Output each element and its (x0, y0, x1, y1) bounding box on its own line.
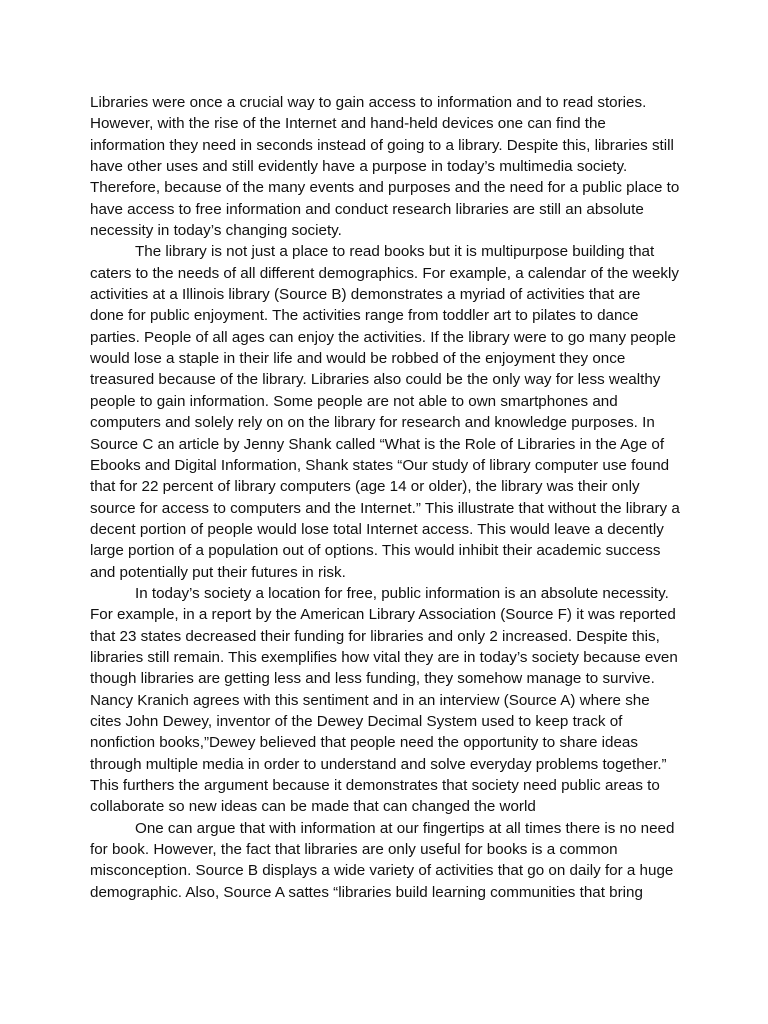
text-line: Ebooks and Digital Information, Shank states “Our study of library computer use found (90, 456, 670, 474)
text-line: done for public enjoyment. The activities range from toddler art to pilates to dance (90, 307, 639, 325)
text-line: Therefore, because of the many events and purposes and the need for a public place to (90, 179, 680, 197)
text-line: through multiple media in order to understand and solve everyday problems together.” (90, 755, 667, 773)
text-line: source for access to computers and the Internet.” This illustrate that without the library a (90, 499, 680, 517)
text-line: Libraries were once a crucial way to gain access to information and to read stories. (90, 94, 647, 111)
text-line: would lose a staple in their life and would be robbed of the enjoyment they once (90, 350, 626, 368)
text-line: libraries still remain. This exemplifies how vital they are in today’s society because even (90, 648, 678, 666)
text-line: that for 22 percent of library computers (age 14 or older), the library was their only (90, 478, 640, 496)
text-line: information they need in seconds instead of going to a library. Despite this, libraries still (90, 136, 674, 154)
text-line: though libraries are getting less and less funding, they somehow manage to survive. (90, 670, 655, 688)
text-line: parties. People of all ages can enjoy the activities. If the library were to go many people (90, 328, 676, 346)
text-line: have access to free information and conduct research libraries are still an absolute (90, 200, 644, 218)
text-line: have other uses and still evidently have a purpose in today’s multimedia society. (90, 158, 628, 176)
text-line: caters to the needs of all different demographics. For example, a calendar of the weekly (90, 264, 679, 282)
text-line: activities at a Illinois library (Source B) demonstrates a myriad of activities that are (90, 286, 641, 304)
text-line: collaborate so new ideas can be made that can changed the world (90, 798, 536, 816)
text-line: misconception. Source B displays a wide variety of activities that go on daily for a huge (90, 862, 674, 880)
text-line: treasured because of the library. Libraries also could be the only way for less wealthy (90, 371, 661, 389)
paragraph-start-line: One can argue that with information at our fingertips at all times there is no need (135, 819, 675, 837)
text-line: and potentially put their futures in risk. (90, 563, 346, 581)
paragraph-start-line: The library is not just a place to read books but it is multipurpose building that (135, 243, 655, 261)
text-line: However, with the rise of the Internet and hand-held devices one can find the (90, 115, 606, 133)
text-line: decent portion of people would lose total Internet access. This would leave a decently (90, 520, 664, 538)
paragraph-start-line: In today’s society a location for free, public information is an absolute necessity. (135, 584, 669, 602)
essay-body (90, 92, 690, 903)
text-line: that 23 states decreased their funding for libraries and only 2 increased. Despite this, (90, 627, 660, 645)
text-line: This furthers the argument because it demonstrates that society need public areas to (90, 777, 660, 794)
text-line: people to gain information. Some people are not able to own smartphones and (90, 392, 618, 410)
text-line: For example, in a report by the American Library Association (Source F) it was reported (90, 606, 676, 624)
text-line: large portion of a population out of options. This would inhibit their academic success (90, 542, 661, 560)
text-line: cites John Dewey, inventor of the Dewey Decimal System used to keep track of (90, 712, 623, 730)
text-line: demographic. Also, Source A sattes “libraries build learning communities that bring (90, 883, 643, 901)
text-line: Nancy Kranich agrees with this sentiment and in an interview (Source A) where she (90, 691, 650, 709)
text-line: computers and solely rely on on the library for research and knowledge purposes. In (90, 414, 655, 432)
text-line: Source C an article by Jenny Shank called “What is the Role of Libraries in the Age of (90, 435, 665, 453)
text-line: for book. However, the fact that libraries are only useful for books is a common (90, 841, 618, 859)
text-line: necessity in today’s changing society. (90, 222, 342, 240)
text-line: nonfiction books,”Dewey believed that people need the opportunity to share ideas (90, 734, 638, 752)
